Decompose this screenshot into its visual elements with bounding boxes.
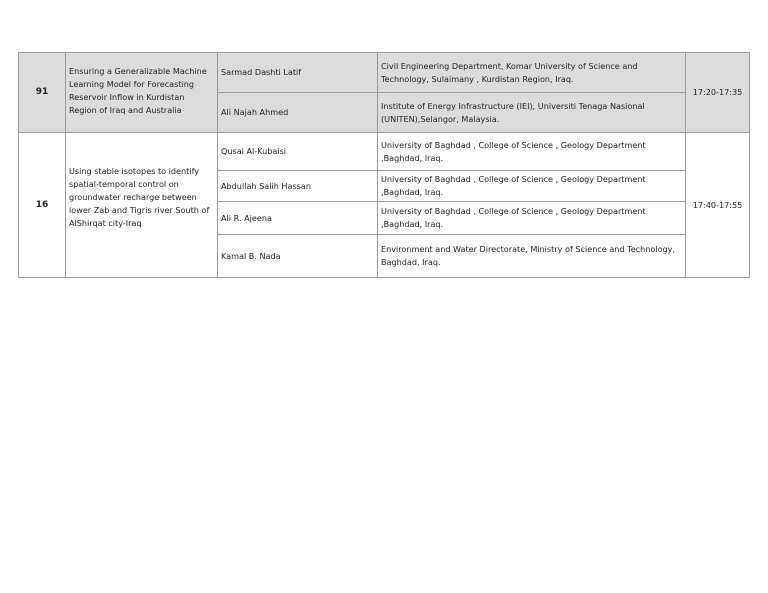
author-name: Ali Najah Ahmed: [218, 93, 378, 133]
author-affiliation: Institute of Energy Infrastructure (IEI), Universiti Tenaga Nasional (UNITEN),Selangor, Malaysia.: [378, 93, 686, 133]
table-row: [19, 53, 750, 93]
paper-title: Using stable isotopes to identify spatial-temporal control on groundwater recharge between lower Zab and Tigris river South of AlShirqat city-Iraq: [66, 133, 218, 278]
author-name: Sarmad Dashti Latif: [218, 53, 378, 93]
paper-title: Ensuring a Generalizable Machine Learning Model for Forecasting Reservoir Inflow in Kurdistan Region of Iraq and Australia: [66, 53, 218, 133]
author-affiliation: Environment and Water Directorate, Ministry of Science and Technology, Baghdad, Iraq.: [378, 235, 686, 278]
author-affiliation: University of Baghdad , College of Science , Geology Department ,Baghdad, Iraq.: [378, 171, 686, 202]
author-affiliation: University of Baghdad , College of Science , Geology Department ,Baghdad, Iraq.: [378, 202, 686, 235]
schedule-table: [18, 52, 750, 278]
author-name: Qusai Al-Kubaisi: [218, 133, 378, 171]
paper-id: 16: [19, 133, 66, 278]
author-affiliation: University of Baghdad , College of Science , Geology Department ,Baghdad, Iraq.: [378, 133, 686, 171]
author-name: Ali R. Ajeena: [218, 202, 378, 235]
author-name: Abdullah Salih Hassan: [218, 171, 378, 202]
presentation-time: 17:40-17:55: [686, 133, 750, 278]
table-row: [19, 133, 750, 171]
author-name: Kamal B. Nada: [218, 235, 378, 278]
presentation-time: 17:20-17:35: [686, 53, 750, 133]
author-affiliation: Civil Engineering Department, Komar University of Science and Technology, Sulaimany , Kurdistan Region, Iraq.: [378, 53, 686, 93]
paper-id: 91: [19, 53, 66, 133]
